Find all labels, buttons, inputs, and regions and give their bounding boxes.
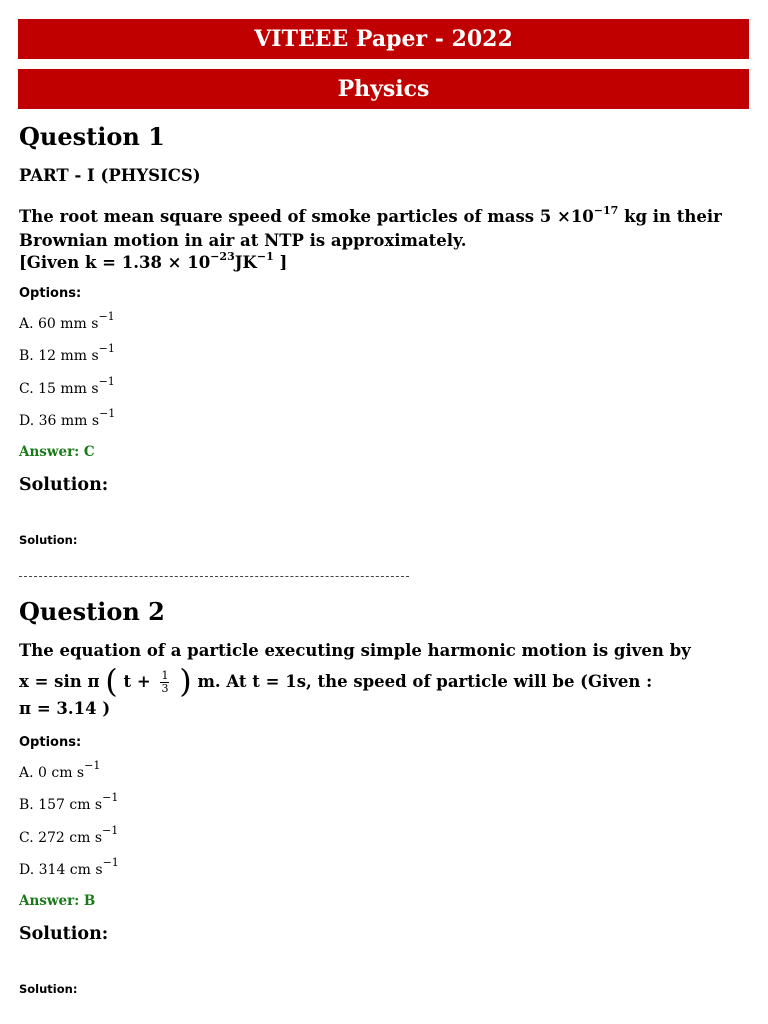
q1-option-d[interactable] [19, 407, 116, 429]
fraction-denominator: 3 [161, 682, 169, 695]
option-label: D. 36 mm s [19, 413, 100, 429]
subject-banner [18, 69, 749, 109]
fraction-numerator: 1 [161, 669, 169, 682]
right-paren: ) [179, 661, 192, 700]
paper-title: VITEEE Paper - 2022 [254, 26, 513, 52]
q2-line-2-a: x = sin π [19, 672, 100, 691]
q1-options-label: Options: [19, 286, 82, 301]
q2-line-2-b: t + [123, 672, 151, 691]
option-label: D. 314 cm s [19, 862, 103, 878]
q2-line-2-c: m. At t = 1s, the speed of particle will be (Given : [197, 672, 653, 691]
q2-line-1: The equation of a particle executing simple harmonic motion is given by [19, 641, 691, 660]
option-label: A. 0 cm s [19, 765, 85, 781]
option-exponent: −1 [98, 310, 115, 323]
option-exponent: −1 [102, 856, 119, 869]
q1-given-c: ] [273, 253, 288, 272]
q2-solution-text: Solution: [19, 982, 78, 996]
question-2-text [19, 640, 749, 720]
option-label: C. 272 cm s [19, 830, 103, 846]
question-1-text [19, 206, 749, 276]
fraction-one-third [160, 670, 169, 695]
option-label: A. 60 mm s [19, 316, 99, 332]
q2-option-b[interactable] [19, 791, 119, 813]
q1-given-a: [Given k = 1.38 × 10 [19, 253, 211, 272]
question-2-title: Question 2 [19, 597, 165, 626]
q1-solution-heading: Solution: [19, 475, 109, 495]
question-divider [19, 576, 409, 577]
q1-option-b[interactable] [19, 342, 115, 364]
q2-option-d[interactable] [19, 856, 119, 878]
q1-option-a[interactable] [19, 310, 115, 332]
q1-given-exponent-1: −23 [210, 250, 235, 263]
subject-title: Physics [337, 76, 430, 102]
option-label: C. 15 mm s [19, 381, 99, 397]
option-label: B. 157 cm s [19, 797, 103, 813]
q2-solution-heading: Solution: [19, 924, 109, 944]
option-exponent: −1 [98, 342, 115, 355]
q1-option-c[interactable] [19, 375, 115, 397]
part-heading: PART - I (PHYSICS) [19, 166, 201, 185]
q1-text-exponent: −17 [593, 204, 619, 217]
option-exponent: −1 [102, 824, 119, 837]
q1-solution-text: Solution: [19, 533, 78, 547]
option-exponent: −1 [84, 759, 101, 772]
q2-option-a[interactable] [19, 759, 101, 781]
q2-line-3: π = 3.14 ) [19, 699, 111, 718]
q2-line-2 [19, 661, 749, 700]
q2-option-c[interactable] [19, 824, 119, 846]
q1-given-exponent-2: −1 [256, 250, 274, 263]
option-exponent: −1 [102, 791, 119, 804]
q1-given-b: JK [234, 253, 257, 272]
q2-options-label: Options: [19, 735, 82, 750]
q2-answer: Answer: B [19, 893, 96, 909]
left-paren: ( [105, 661, 118, 700]
question-1-title: Question 1 [19, 122, 165, 151]
q1-text-b: kg in their Brownian motion in air at NTP is approximately. [19, 207, 722, 250]
paper-title-banner [18, 19, 749, 59]
q1-text-a: The root mean square speed of smoke particles of mass 5 ×10 [19, 207, 594, 226]
option-exponent: −1 [98, 375, 115, 388]
option-label: B. 12 mm s [19, 348, 99, 364]
option-exponent: −1 [99, 407, 116, 420]
q1-answer: Answer: C [19, 444, 95, 460]
